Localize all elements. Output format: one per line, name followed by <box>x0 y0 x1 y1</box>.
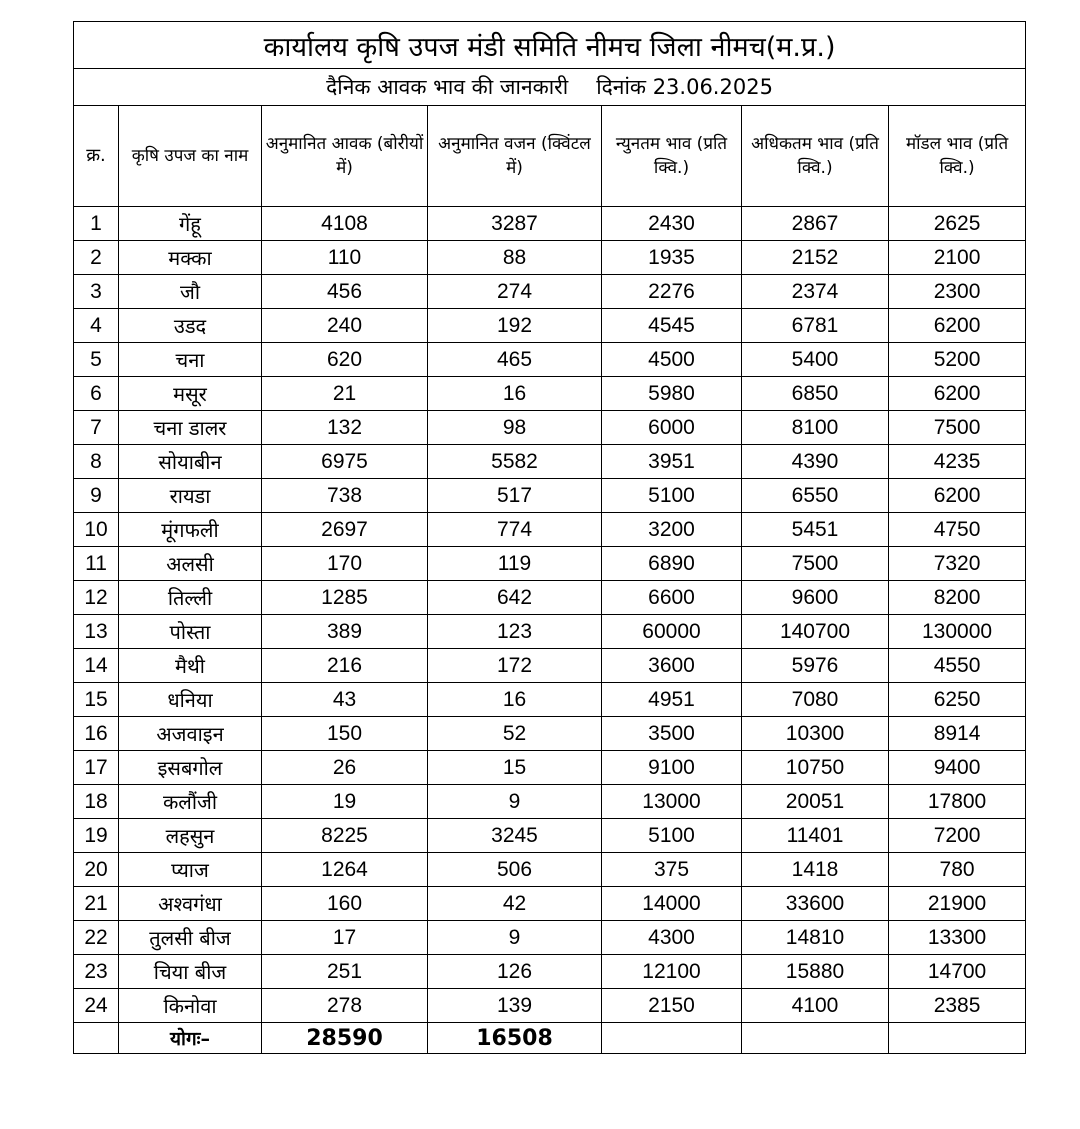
cell-sn: 10 <box>74 513 119 547</box>
cell-max-price: 10750 <box>742 751 889 785</box>
cell-arrival-weight: 16 <box>428 683 602 717</box>
cell-modal-price: 17800 <box>889 785 1026 819</box>
cell-max-price: 2374 <box>742 275 889 309</box>
cell-modal-price: 14700 <box>889 955 1026 989</box>
cell-arrival-bags: 43 <box>262 683 428 717</box>
table-row <box>74 309 1026 343</box>
cell-sn: 5 <box>74 343 119 377</box>
cell-arrival-bags: 1285 <box>262 581 428 615</box>
cell-arrival-weight: 88 <box>428 241 602 275</box>
cell-arrival-bags: 738 <box>262 479 428 513</box>
cell-sn: 3 <box>74 275 119 309</box>
cell-modal-price: 7320 <box>889 547 1026 581</box>
cell-crop: गेंहू <box>119 207 262 241</box>
total-weight: 16508 <box>428 1023 602 1054</box>
cell-max-price: 33600 <box>742 887 889 921</box>
cell-min-price: 2276 <box>602 275 742 309</box>
col-header-arrival-weight: अनुमानित वजन (क्विंटल में) <box>428 106 602 207</box>
cell-min-price: 1935 <box>602 241 742 275</box>
cell-crop: इसबगोल <box>119 751 262 785</box>
cell-sn: 23 <box>74 955 119 989</box>
cell-arrival-weight: 16 <box>428 377 602 411</box>
mandi-rate-table <box>73 21 1026 1054</box>
cell-modal-price: 6250 <box>889 683 1026 717</box>
cell-arrival-bags: 26 <box>262 751 428 785</box>
cell-max-price: 2152 <box>742 241 889 275</box>
cell-modal-price: 6200 <box>889 479 1026 513</box>
cell-crop: प्याज <box>119 853 262 887</box>
cell-sn: 8 <box>74 445 119 479</box>
cell-modal-price: 6200 <box>889 309 1026 343</box>
cell-max-price: 5451 <box>742 513 889 547</box>
cell-arrival-bags: 132 <box>262 411 428 445</box>
cell-min-price: 3200 <box>602 513 742 547</box>
cell-arrival-weight: 3287 <box>428 207 602 241</box>
cell-modal-price: 130000 <box>889 615 1026 649</box>
cell-max-price: 4100 <box>742 989 889 1023</box>
table-row <box>74 751 1026 785</box>
cell-min-price: 2150 <box>602 989 742 1023</box>
table-row <box>74 377 1026 411</box>
cell-arrival-weight: 506 <box>428 853 602 887</box>
cell-min-price: 6600 <box>602 581 742 615</box>
cell-arrival-weight: 3245 <box>428 819 602 853</box>
total-max-cell <box>742 1023 889 1054</box>
cell-crop: रायडा <box>119 479 262 513</box>
cell-sn: 17 <box>74 751 119 785</box>
table-row <box>74 241 1026 275</box>
cell-modal-price: 4550 <box>889 649 1026 683</box>
table-row <box>74 819 1026 853</box>
cell-modal-price: 780 <box>889 853 1026 887</box>
cell-arrival-bags: 251 <box>262 955 428 989</box>
table-row <box>74 479 1026 513</box>
cell-crop: मूंगफली <box>119 513 262 547</box>
cell-arrival-weight: 192 <box>428 309 602 343</box>
cell-arrival-weight: 98 <box>428 411 602 445</box>
col-header-sn: क्र. <box>74 106 119 207</box>
table-row <box>74 921 1026 955</box>
cell-arrival-weight: 172 <box>428 649 602 683</box>
cell-arrival-bags: 150 <box>262 717 428 751</box>
col-header-min-price: न्युनतम भाव (प्रति क्वि.) <box>602 106 742 207</box>
cell-max-price: 4390 <box>742 445 889 479</box>
col-header-modal-price: मॉडल भाव (प्रति क्वि.) <box>889 106 1026 207</box>
cell-arrival-weight: 15 <box>428 751 602 785</box>
cell-sn: 4 <box>74 309 119 343</box>
table-row <box>74 411 1026 445</box>
col-header-max-price: अधिकतम भाव (प्रति क्वि.) <box>742 106 889 207</box>
cell-modal-price: 13300 <box>889 921 1026 955</box>
cell-crop: जौ <box>119 275 262 309</box>
cell-arrival-weight: 5582 <box>428 445 602 479</box>
cell-max-price: 6781 <box>742 309 889 343</box>
cell-min-price: 3600 <box>602 649 742 683</box>
cell-min-price: 13000 <box>602 785 742 819</box>
cell-sn: 16 <box>74 717 119 751</box>
cell-min-price: 2430 <box>602 207 742 241</box>
table-row <box>74 547 1026 581</box>
cell-min-price: 4545 <box>602 309 742 343</box>
cell-max-price: 2867 <box>742 207 889 241</box>
cell-sn: 6 <box>74 377 119 411</box>
table-row <box>74 445 1026 479</box>
cell-arrival-weight: 9 <box>428 921 602 955</box>
cell-max-price: 7500 <box>742 547 889 581</box>
table-row <box>74 989 1026 1023</box>
cell-crop: मक्का <box>119 241 262 275</box>
cell-arrival-weight: 119 <box>428 547 602 581</box>
table-row <box>74 887 1026 921</box>
cell-modal-price: 21900 <box>889 887 1026 921</box>
cell-min-price: 375 <box>602 853 742 887</box>
cell-sn: 7 <box>74 411 119 445</box>
cell-crop: चना <box>119 343 262 377</box>
cell-sn: 14 <box>74 649 119 683</box>
table-row <box>74 513 1026 547</box>
cell-crop: उडद <box>119 309 262 343</box>
cell-sn: 12 <box>74 581 119 615</box>
cell-arrival-weight: 465 <box>428 343 602 377</box>
cell-modal-price: 5200 <box>889 343 1026 377</box>
cell-crop: धनिया <box>119 683 262 717</box>
cell-sn: 19 <box>74 819 119 853</box>
cell-modal-price: 4750 <box>889 513 1026 547</box>
cell-modal-price: 2100 <box>889 241 1026 275</box>
cell-crop: मैथी <box>119 649 262 683</box>
cell-min-price: 60000 <box>602 615 742 649</box>
table-row <box>74 853 1026 887</box>
cell-crop: मसूर <box>119 377 262 411</box>
cell-crop: तुलसी बीज <box>119 921 262 955</box>
cell-sn: 20 <box>74 853 119 887</box>
cell-max-price: 8100 <box>742 411 889 445</box>
cell-max-price: 10300 <box>742 717 889 751</box>
col-header-arrival-bags: अनुमानित आवक (बोरीयों में) <box>262 106 428 207</box>
title-row <box>74 22 1026 69</box>
cell-arrival-weight: 274 <box>428 275 602 309</box>
cell-modal-price: 2625 <box>889 207 1026 241</box>
office-title: कार्यालय कृषि उपज मंडी समिति नीमच जिला नीमच(म.प्र.) <box>74 22 1026 69</box>
table-row <box>74 649 1026 683</box>
cell-min-price: 4951 <box>602 683 742 717</box>
cell-arrival-bags: 8225 <box>262 819 428 853</box>
total-row <box>74 1023 1026 1054</box>
cell-arrival-bags: 170 <box>262 547 428 581</box>
cell-crop: लहसुन <box>119 819 262 853</box>
cell-min-price: 5980 <box>602 377 742 411</box>
cell-sn: 2 <box>74 241 119 275</box>
total-modal-cell <box>889 1023 1026 1054</box>
cell-arrival-bags: 240 <box>262 309 428 343</box>
table-row <box>74 207 1026 241</box>
cell-arrival-bags: 1264 <box>262 853 428 887</box>
cell-crop: पोस्ता <box>119 615 262 649</box>
cell-arrival-weight: 642 <box>428 581 602 615</box>
cell-max-price: 9600 <box>742 581 889 615</box>
cell-min-price: 4500 <box>602 343 742 377</box>
cell-min-price: 3951 <box>602 445 742 479</box>
cell-sn: 13 <box>74 615 119 649</box>
report-date: दिनांक 23.06.2025 <box>596 75 773 99</box>
column-header-row <box>74 106 1026 207</box>
cell-arrival-bags: 21 <box>262 377 428 411</box>
cell-sn: 11 <box>74 547 119 581</box>
cell-min-price: 6890 <box>602 547 742 581</box>
cell-arrival-bags: 17 <box>262 921 428 955</box>
cell-crop: कलौंजी <box>119 785 262 819</box>
total-bags: 28590 <box>262 1023 428 1054</box>
cell-arrival-bags: 160 <box>262 887 428 921</box>
cell-modal-price: 7200 <box>889 819 1026 853</box>
cell-max-price: 5400 <box>742 343 889 377</box>
cell-min-price: 5100 <box>602 819 742 853</box>
cell-sn: 18 <box>74 785 119 819</box>
cell-max-price: 20051 <box>742 785 889 819</box>
cell-arrival-weight: 517 <box>428 479 602 513</box>
table-body <box>74 207 1026 1023</box>
cell-arrival-bags: 456 <box>262 275 428 309</box>
cell-max-price: 7080 <box>742 683 889 717</box>
cell-max-price: 14810 <box>742 921 889 955</box>
cell-sn: 22 <box>74 921 119 955</box>
table-row <box>74 683 1026 717</box>
table-row <box>74 581 1026 615</box>
cell-arrival-bags: 216 <box>262 649 428 683</box>
table-row <box>74 955 1026 989</box>
cell-crop: चिया बीज <box>119 955 262 989</box>
cell-max-price: 6850 <box>742 377 889 411</box>
cell-sn: 15 <box>74 683 119 717</box>
cell-arrival-bags: 278 <box>262 989 428 1023</box>
table-row <box>74 717 1026 751</box>
cell-crop: चना डालर <box>119 411 262 445</box>
cell-crop: अश्वगंधा <box>119 887 262 921</box>
cell-sn: 24 <box>74 989 119 1023</box>
cell-arrival-bags: 110 <box>262 241 428 275</box>
cell-arrival-bags: 2697 <box>262 513 428 547</box>
cell-sn: 21 <box>74 887 119 921</box>
cell-max-price: 5976 <box>742 649 889 683</box>
total-label: योगः– <box>119 1023 262 1054</box>
cell-sn: 1 <box>74 207 119 241</box>
cell-crop: अजवाइन <box>119 717 262 751</box>
table-row <box>74 785 1026 819</box>
cell-modal-price: 2385 <box>889 989 1026 1023</box>
cell-arrival-weight: 126 <box>428 955 602 989</box>
cell-arrival-weight: 123 <box>428 615 602 649</box>
cell-max-price: 6550 <box>742 479 889 513</box>
cell-modal-price: 8200 <box>889 581 1026 615</box>
cell-min-price: 14000 <box>602 887 742 921</box>
cell-crop: किनोवा <box>119 989 262 1023</box>
cell-arrival-weight: 774 <box>428 513 602 547</box>
cell-modal-price: 6200 <box>889 377 1026 411</box>
cell-crop: तिल्ली <box>119 581 262 615</box>
cell-min-price: 12100 <box>602 955 742 989</box>
cell-min-price: 4300 <box>602 921 742 955</box>
report-subtitle <box>74 69 1026 106</box>
cell-arrival-weight: 139 <box>428 989 602 1023</box>
cell-min-price: 5100 <box>602 479 742 513</box>
cell-arrival-weight: 42 <box>428 887 602 921</box>
col-header-crop: कृषि उपज का नाम <box>119 106 262 207</box>
cell-crop: सोयाबीन <box>119 445 262 479</box>
cell-arrival-bags: 19 <box>262 785 428 819</box>
cell-modal-price: 4235 <box>889 445 1026 479</box>
cell-arrival-bags: 6975 <box>262 445 428 479</box>
cell-modal-price: 7500 <box>889 411 1026 445</box>
cell-sn: 9 <box>74 479 119 513</box>
cell-modal-price: 2300 <box>889 275 1026 309</box>
cell-arrival-bags: 4108 <box>262 207 428 241</box>
cell-modal-price: 9400 <box>889 751 1026 785</box>
subtitle-row <box>74 69 1026 106</box>
total-min-cell <box>602 1023 742 1054</box>
cell-min-price: 6000 <box>602 411 742 445</box>
cell-min-price: 9100 <box>602 751 742 785</box>
cell-modal-price: 8914 <box>889 717 1026 751</box>
cell-min-price: 3500 <box>602 717 742 751</box>
cell-max-price: 1418 <box>742 853 889 887</box>
table-row <box>74 343 1026 377</box>
cell-arrival-bags: 620 <box>262 343 428 377</box>
cell-arrival-weight: 9 <box>428 785 602 819</box>
cell-arrival-weight: 52 <box>428 717 602 751</box>
cell-arrival-bags: 389 <box>262 615 428 649</box>
report-title: दैनिक आवक भाव की जानकारी <box>326 75 569 99</box>
cell-max-price: 11401 <box>742 819 889 853</box>
cell-crop: अलसी <box>119 547 262 581</box>
table-row <box>74 275 1026 309</box>
cell-max-price: 140700 <box>742 615 889 649</box>
total-sn-cell <box>74 1023 119 1054</box>
table-row <box>74 615 1026 649</box>
cell-max-price: 15880 <box>742 955 889 989</box>
